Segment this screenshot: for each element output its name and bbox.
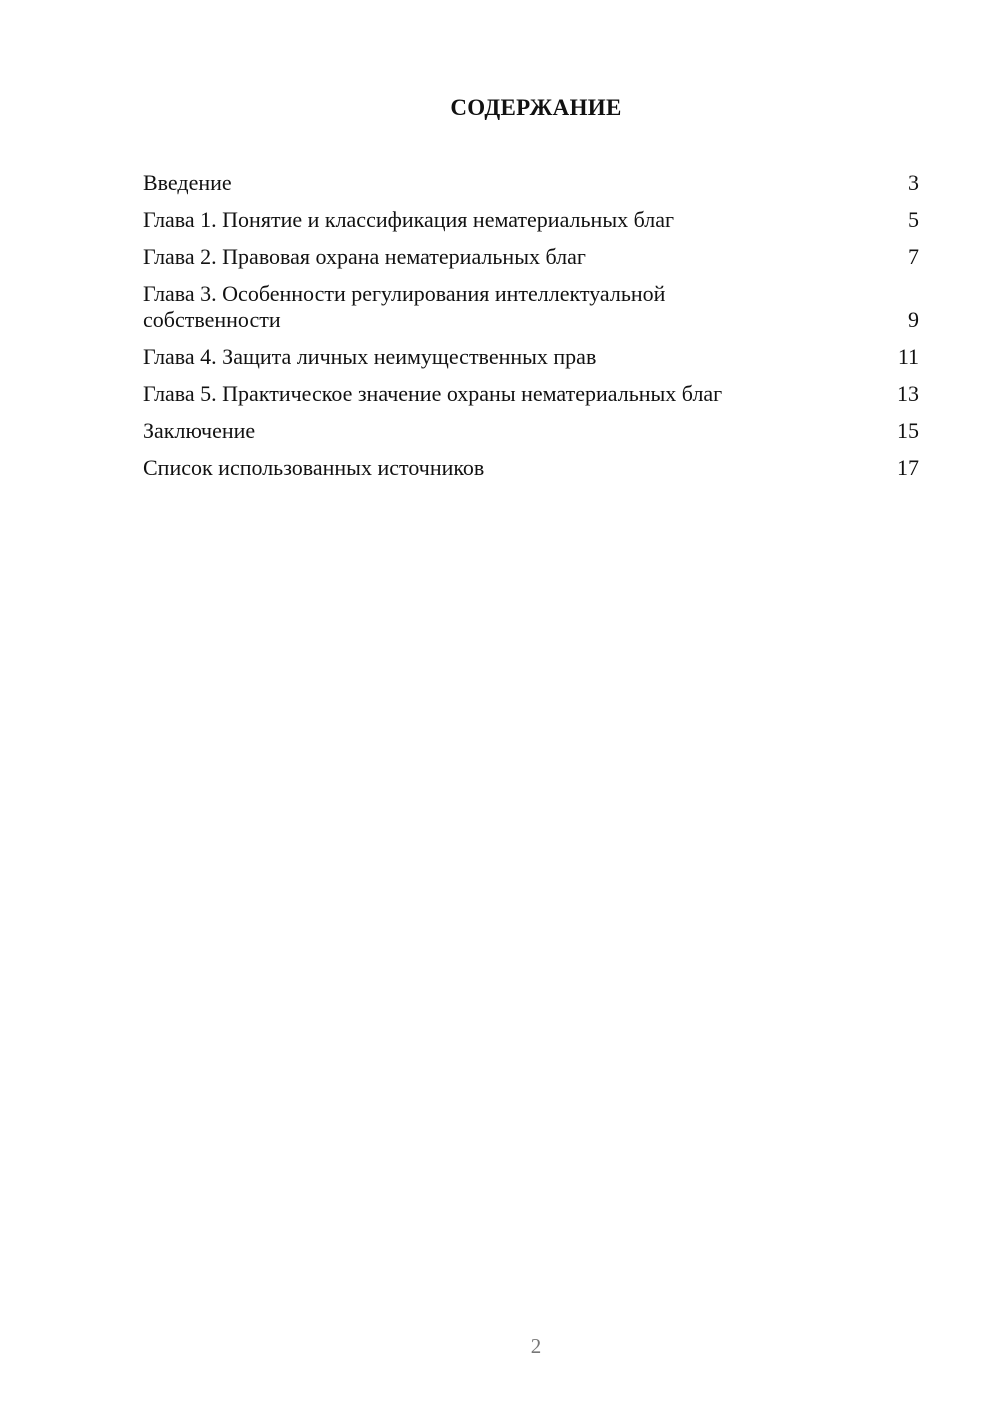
page-number: 2 xyxy=(530,1334,542,1358)
page-title: СОДЕРЖАНИЕ xyxy=(450,95,622,120)
toc-entry-introduction xyxy=(143,170,919,196)
toc-entry-page: 3 xyxy=(908,170,919,195)
toc-entry-page: 9 xyxy=(908,307,919,332)
toc-entry-page: 11 xyxy=(897,344,919,369)
toc-entry-chapter-2 xyxy=(143,244,919,270)
toc-entry-chapter-4 xyxy=(143,344,919,370)
toc-entry-page: 7 xyxy=(908,244,919,269)
toc-entry-page: 17 xyxy=(897,455,919,480)
toc-entry-chapter-5 xyxy=(143,381,919,407)
toc-entry-label: Список использованных источников xyxy=(143,455,485,480)
toc-entry-chapter-1 xyxy=(143,207,919,233)
toc-entry-page: 13 xyxy=(897,381,919,406)
toc-entry-label: Глава 5. Практическое значение охраны нематериальных благ xyxy=(143,381,723,406)
toc-entry-label: Глава 2. Правовая охрана нематериальных благ xyxy=(143,244,586,269)
toc-entry-label: Глава 3. Особенности регулирования интеллектуальной собственности xyxy=(143,281,666,332)
table-of-contents xyxy=(143,170,919,492)
toc-entry-references xyxy=(143,455,919,481)
toc-entry-label: Глава 1. Понятие и классификация нематериальных благ xyxy=(143,207,675,232)
toc-entry-label: Введение xyxy=(143,170,232,195)
toc-entry-page: 5 xyxy=(908,207,919,232)
toc-entry-label: Заключение xyxy=(143,418,256,443)
toc-entry-conclusion xyxy=(143,418,919,444)
toc-entry-chapter-3 xyxy=(143,281,919,333)
toc-entry-page: 15 xyxy=(897,418,919,443)
toc-entry-label: Глава 4. Защита личных неимущественных прав xyxy=(143,344,597,369)
